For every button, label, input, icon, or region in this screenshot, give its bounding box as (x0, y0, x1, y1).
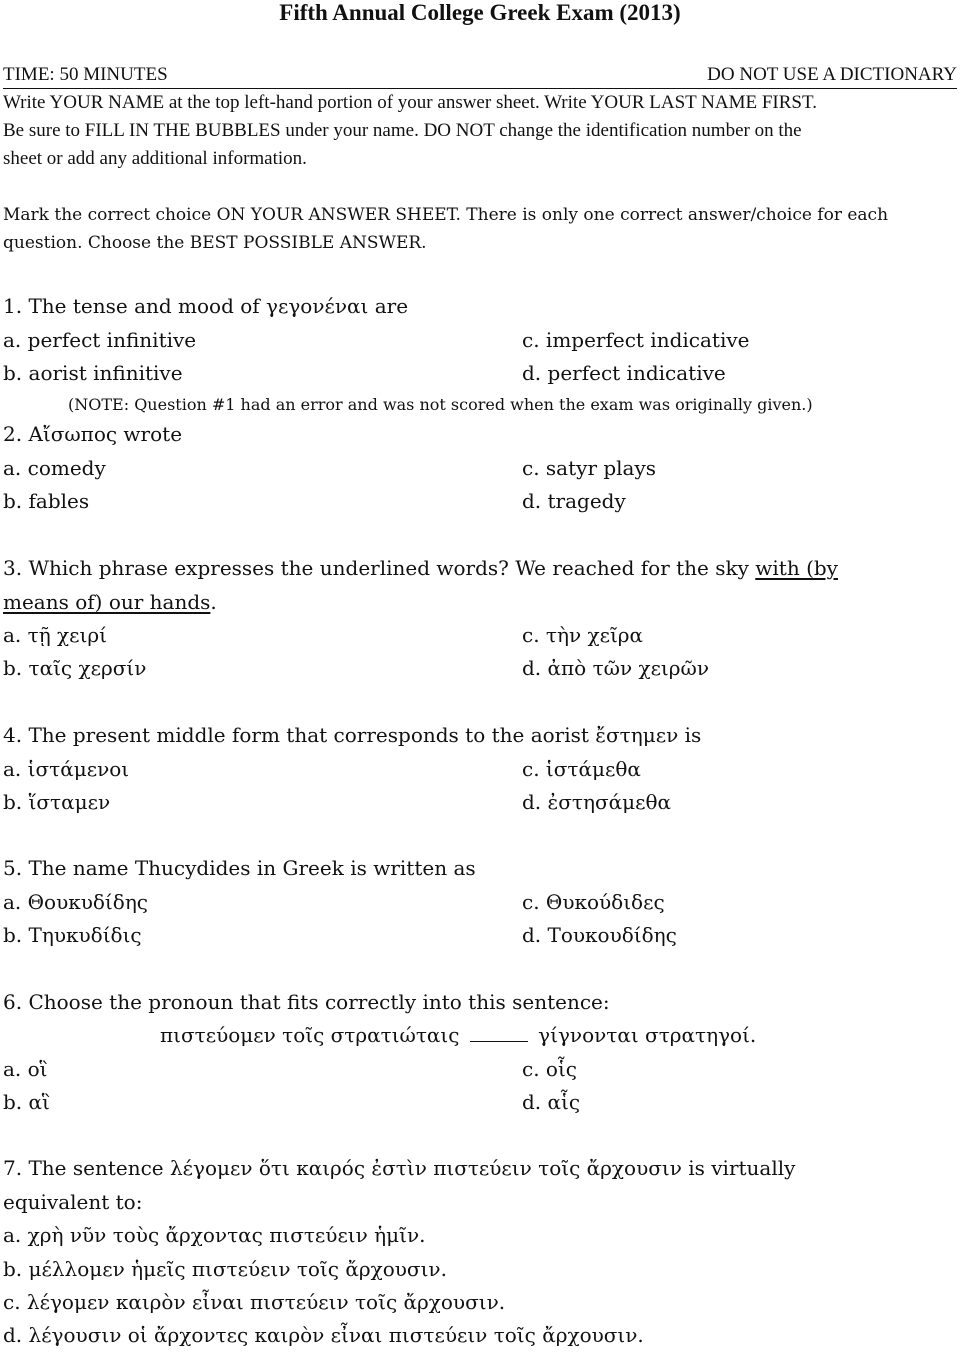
question-4-stem: 4. The present middle form that corresponds to the aorist ἔστημεν is (3, 723, 702, 747)
q7-option-c: c. λέγομεν καιρὸν εἶναι πιστεύειν τοῖς ἄρχουσιν. (3, 1290, 506, 1314)
instruction-line: Be sure to FILL IN THE BUBBLES under your name. DO NOT change the identification number on the (3, 120, 802, 141)
q2-option-d: d. tragedy (522, 489, 626, 513)
q1-option-c: c. imperfect indicative (522, 328, 750, 352)
page-title: Fifth Annual College Greek Exam (2013) (279, 0, 681, 25)
q4-option-b: b. ἵσταμεν (3, 790, 111, 814)
q4-option-a: a. ἱστάμενοι (3, 757, 130, 781)
q7-option-b: b. μέλλομεν ἡμεῖς πιστεύειν τοῖς ἄρχουσιν. (3, 1257, 447, 1281)
q6-blank (470, 1023, 528, 1042)
question-5-stem: 5. The name Thucydides in Greek is written as (3, 856, 476, 880)
q1-option-a: a. perfect infinitive (3, 328, 197, 352)
q3-option-c: c. τὴν χεῖρα (522, 623, 644, 647)
q2-option-b: b. fables (3, 489, 90, 513)
question-2-stem: 2. Αἴσωπος wrote (3, 422, 183, 446)
q3-underlined-words: with (by (755, 556, 838, 580)
instruction-line: Write YOUR NAME at the top left-hand portion of your answer sheet. Write YOUR LAST NAME FIRST. (3, 92, 817, 113)
q2-option-c: c. satyr plays (522, 456, 657, 480)
q7-option-d: d. λέγουσιν οἱ ἄρχοντες καιρὸν εἶναι πιστεύειν τοῖς ἄρχουσιν. (3, 1323, 644, 1347)
q5-option-d: d. Τουκουδίδης (522, 923, 677, 947)
q7-option-a: a. χρὴ νῦν τοὺς ἄρχοντας πιστεύειν ἡμῖν. (3, 1223, 426, 1247)
question-3-stem-cont (3, 590, 217, 614)
q6-option-a: a. οἳ (3, 1057, 48, 1081)
q5-option-c: c. Θυκούδιδες (522, 890, 665, 914)
q1-option-d: d. perfect indicative (522, 361, 726, 385)
q5-option-b: b. Τηυκυδίδις (3, 923, 142, 947)
dictionary-notice: DO NOT USE A DICTIONARY (707, 64, 957, 85)
q5-option-a: a. Θουκυδίδης (3, 890, 148, 914)
question-6-stem: 6. Choose the pronoun that fits correctly into this sentence: (3, 990, 610, 1014)
q3-option-a: a. τῇ χειρί (3, 623, 107, 647)
q3-option-b: b. ταῖς χερσίν (3, 656, 147, 680)
q3-option-d: d. ἀπὸ τῶν χειρῶν (522, 656, 710, 680)
question-3-stem (3, 556, 838, 580)
question-7-stem-cont: equivalent to: (3, 1190, 143, 1214)
q3-stem-period: . (210, 590, 217, 614)
q6-option-c: c. οἷς (522, 1057, 577, 1081)
q6-option-d: d. αἷς (522, 1090, 581, 1114)
q4-option-d: d. ἐστησάμεθα (522, 790, 672, 814)
q6-sentence-start: πιστεύομεν τοῖς στρατιώταις (160, 1023, 460, 1047)
q2-option-a: a. comedy (3, 456, 106, 480)
instruction-line: sheet or add any additional information. (3, 148, 307, 169)
q6-option-b: b. αἳ (3, 1090, 50, 1114)
instruction-line: Mark the correct choice ON YOUR ANSWER SHEET. There is only one correct answer/choice for each (3, 205, 889, 225)
question-1-stem: 1. The tense and mood of γεγονέναι are (3, 294, 409, 318)
q1-option-b: b. aorist infinitive (3, 361, 183, 385)
q6-sentence (160, 1023, 756, 1047)
instruction-line: question. Choose the BEST POSSIBLE ANSWER. (3, 233, 427, 253)
time-limit: TIME: 50 MINUTES (3, 64, 168, 85)
q3-underlined-words-cont: means of) our hands (3, 590, 211, 614)
question-7-stem: 7. The sentence λέγομεν ὅτι καιρός ἐστὶν πιστεύειν τοῖς ἄρχουσιν is virtually (3, 1156, 796, 1180)
q6-sentence-end: γίγνονται στρατηγοί. (538, 1023, 757, 1047)
q4-option-c: c. ἱστάμεθα (522, 757, 641, 781)
q1-note: (NOTE: Question #1 had an error and was not scored when the exam was originally given.) (68, 395, 813, 414)
exam-header (3, 64, 957, 89)
q3-stem-text: 3. Which phrase expresses the underlined words? We reached for the sky (3, 556, 756, 580)
